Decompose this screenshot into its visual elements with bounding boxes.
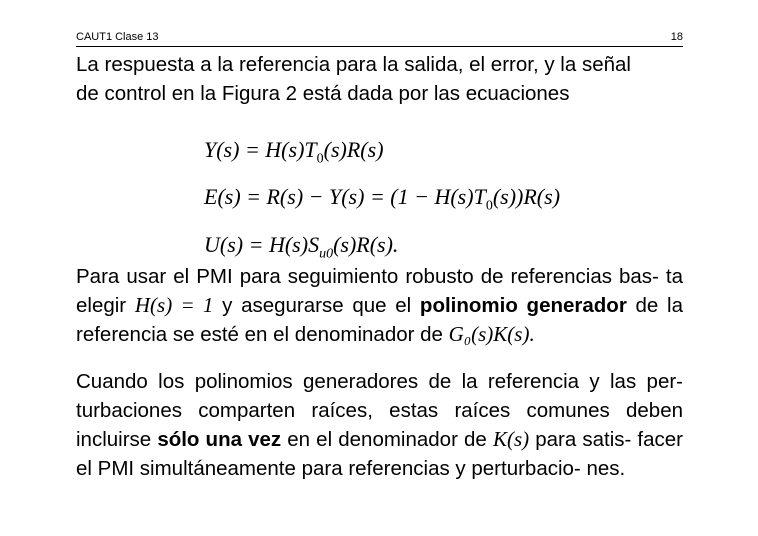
intro-line-1: La respuesta a la referencia para la salida, el error, y la señal xyxy=(76,53,631,76)
equation-y: $Y(s) = H(s)T_0(s)R(s)$ xyxy=(160,137,384,167)
p2-text-3: de la referencia se esté en el denominador de xyxy=(76,294,683,346)
p3-text-1: Cuando los polinomios generadores de la referencia y las per- turbaciones comparten raíces, estas raíces comunes deben incluirse xyxy=(76,370,683,451)
p3-math-k: K(s) xyxy=(492,427,530,451)
equation-e: $E(s) = R(s) - Y(s) = (1 - H(s)T_0(s))R(s)$ xyxy=(160,184,561,214)
p3-text-3: para satis- facer el PMI simultáneamente para referencias y perturbacio- nes. xyxy=(76,428,684,480)
p2-math-gk: G₀(s)K(s). xyxy=(448,322,535,346)
p3-bold-term: sólo una vez xyxy=(157,428,282,451)
page-header xyxy=(76,30,683,47)
course-label: CAUT1 Clase 13 xyxy=(76,31,159,43)
intro-line-2: de control en la Figura 2 está dada por las ecuaciones xyxy=(76,82,570,105)
p3-text-2: en el denominador de xyxy=(281,428,493,451)
p2-bold-term: polinomio generador xyxy=(419,294,627,317)
p2-text-1: Para usar el PMI para seguimiento robusto de referencias bas- ta elegir xyxy=(76,265,683,317)
equation-u: $U(s) = H(s)S_{u0}(s)R(s)$. xyxy=(160,231,399,262)
tracking-paragraph xyxy=(76,262,683,349)
equation-block xyxy=(160,131,560,273)
page-number: 18 xyxy=(670,31,683,43)
intro-paragraph xyxy=(76,50,683,108)
p2-math-h: H(s) = 1 xyxy=(134,293,214,317)
p2-text-2: y asegurarse que el xyxy=(213,294,420,317)
roots-paragraph xyxy=(76,367,683,483)
